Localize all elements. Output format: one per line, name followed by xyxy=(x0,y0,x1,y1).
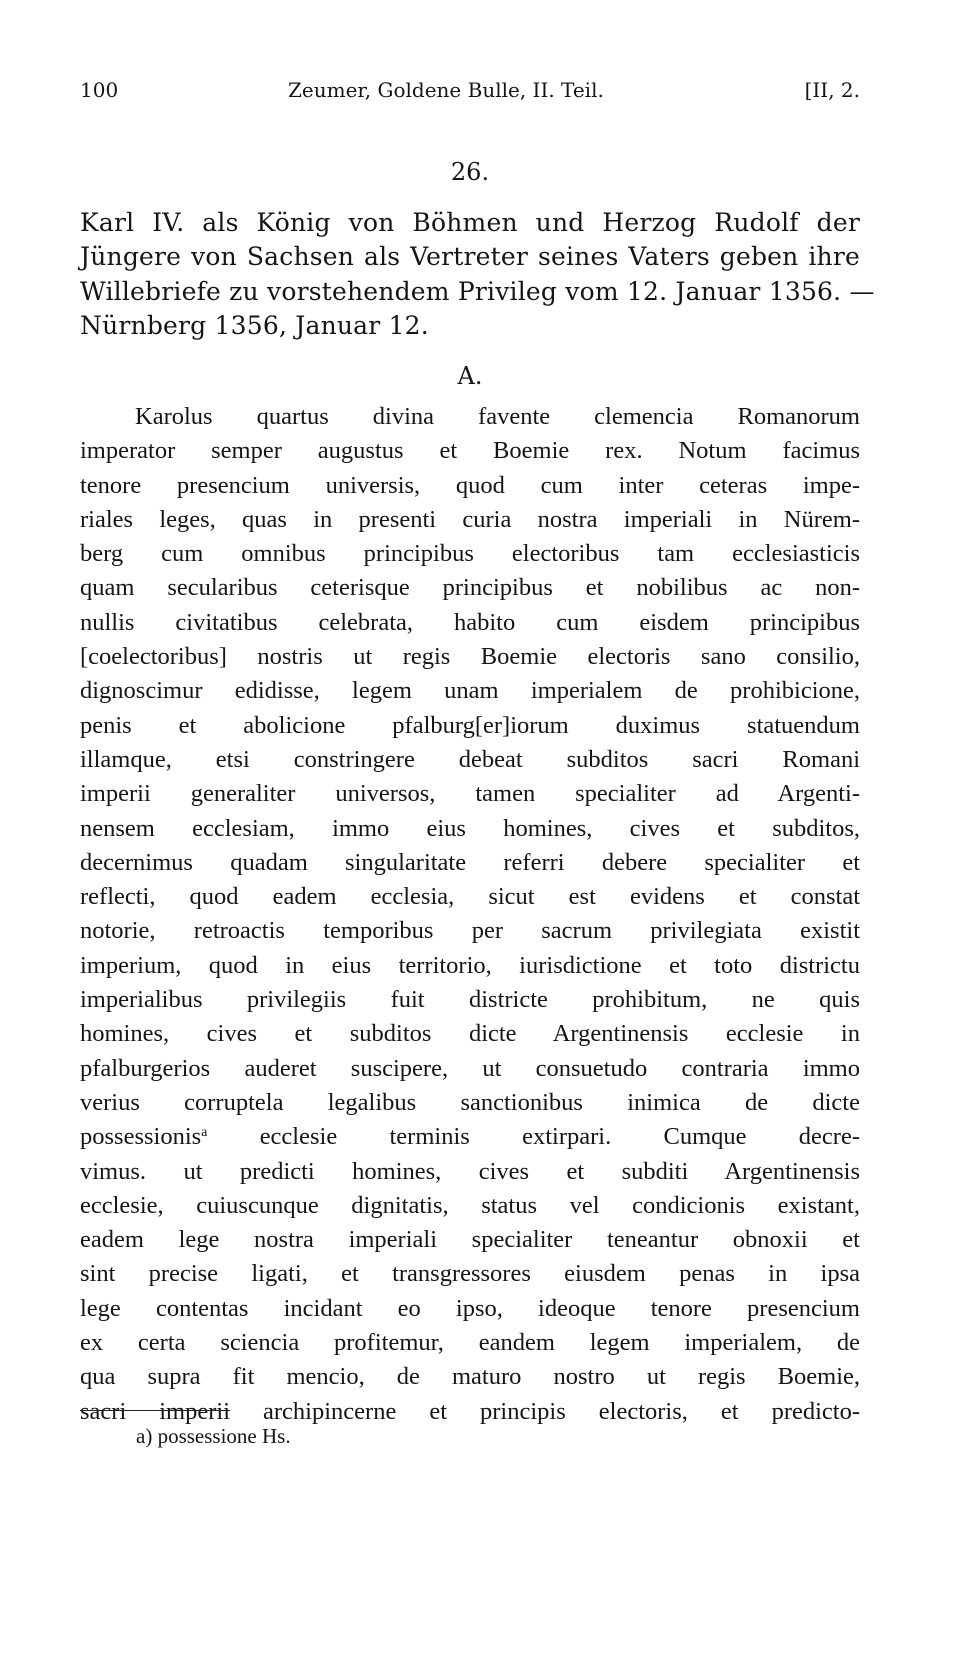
body-line: homines, cives et subditos dicte Argentinensis ecclesie in xyxy=(80,1020,860,1048)
body-line-part: possessionis xyxy=(80,1123,202,1151)
footnote xyxy=(136,1420,536,1452)
heading-line: Willebriefe zu vorstehendem Privileg vom 12. Januar 1356. — xyxy=(80,276,875,306)
body-line: decernimus quadam singularitate referri debere specialiter et xyxy=(80,848,860,876)
footnote-rule xyxy=(80,1410,230,1411)
heading-line: Jüngere von Sachsen als Vertreter seines Vaters geben ihre xyxy=(80,242,860,272)
body-line: tenore presencium universis, quod cum inter ceteras impe- xyxy=(80,471,860,499)
body-line: imperialibus privilegiis fuit districte prohibitum, ne quis xyxy=(80,986,860,1014)
body-line: imperium, quod in eius territorio, iurisdictione et toto districtu xyxy=(80,951,860,979)
section-letter: A. xyxy=(457,362,483,390)
heading-line: Karl IV. als König von Böhmen und Herzog Rudolf der xyxy=(80,208,860,237)
body-line: imperii generaliter universos, tamen specialiter ad Argenti- xyxy=(80,780,860,808)
body-line: vimus. ut predicti homines, cives et subditi Argentinensis xyxy=(80,1157,860,1185)
running-head xyxy=(80,70,860,110)
document-heading xyxy=(80,200,875,348)
document-number: 26. xyxy=(450,158,490,186)
body-line: penis et abolicione pfalburg[er]iorum duximus statuendum xyxy=(80,711,860,739)
body-line: dignoscimur edidisse, legem unam imperialem de prohibicione, xyxy=(80,677,860,705)
body-line: notorie, retroactis temporibus per sacrum privilegiata existit xyxy=(80,917,860,945)
body-line: nullis civitatibus celebrata, habito cum eisdem principibus xyxy=(80,608,860,636)
body-line: ecclesie, cuiuscunque dignitatis, status vel condicionis existant, xyxy=(80,1191,860,1219)
body-line: [coelectoribus] nostris ut regis Boemie electoris sano consilio, xyxy=(80,643,860,671)
body-line-part: ecclesie terminis extirpari. Cumque decre- xyxy=(259,1123,861,1151)
body-line: lege contentas incidant eo ipso, ideoque tenore presencium xyxy=(80,1294,860,1322)
body-line: ex certa sciencia profitemur, eandem legem imperialem, de xyxy=(80,1329,860,1357)
body-line: eadem lege nostra imperiali specialiter teneantur obnoxii et xyxy=(80,1226,860,1254)
heading-line: Nürnberg 1356, Januar 12. xyxy=(80,310,429,340)
body-line: berg cum omnibus principibus electoribus tam ecclesiasticis xyxy=(80,540,860,568)
body-line: pfalburgerios auderet suscipere, ut consuetudo contraria immo xyxy=(80,1054,860,1082)
body-line-with-footnote xyxy=(80,1120,860,1154)
footnote-marker: a xyxy=(201,1125,208,1141)
body-line: illamque, etsi constringere debeat subditos sacri Romani xyxy=(80,745,860,773)
document-page xyxy=(80,70,875,1610)
body-line: verius corruptela legalibus sanctionibus inimica de dicte xyxy=(80,1088,860,1116)
body-line: nensem ecclesiam, immo eius homines, cives et subditos, xyxy=(80,814,860,842)
footnote-text: possessione Hs. xyxy=(157,1424,291,1448)
body-line: riales leges, quas in presenti curia nostra imperiali in Nürem- xyxy=(80,505,860,533)
page-number: 100 xyxy=(80,78,119,102)
footnote-label: a) xyxy=(136,1424,153,1448)
body-line: qua supra fit mencio, de maturo nostro ut regis Boemie, xyxy=(80,1363,860,1391)
body-line: sacri imperii archipincerne et principis electoris, et predicto- xyxy=(80,1397,860,1425)
running-title: Zeumer, Goldene Bulle, II. Teil. xyxy=(288,78,604,102)
body-line: imperator semper augustus et Boemie rex. Notum facimus xyxy=(80,437,860,465)
body-line: quam secularibus ceterisque principibus et nobilibus ac non- xyxy=(80,574,860,602)
body-line: reflecti, quod eadem ecclesia, sicut est evidens et constat xyxy=(80,883,860,911)
section-reference: [II, 2. xyxy=(804,78,860,102)
body-line: sint precise ligati, et transgressores eiusdem penas in ipsa xyxy=(80,1260,860,1288)
body-text xyxy=(80,400,860,1429)
body-line: Karolus quartus divina favente clemencia Romanorum xyxy=(135,403,860,430)
